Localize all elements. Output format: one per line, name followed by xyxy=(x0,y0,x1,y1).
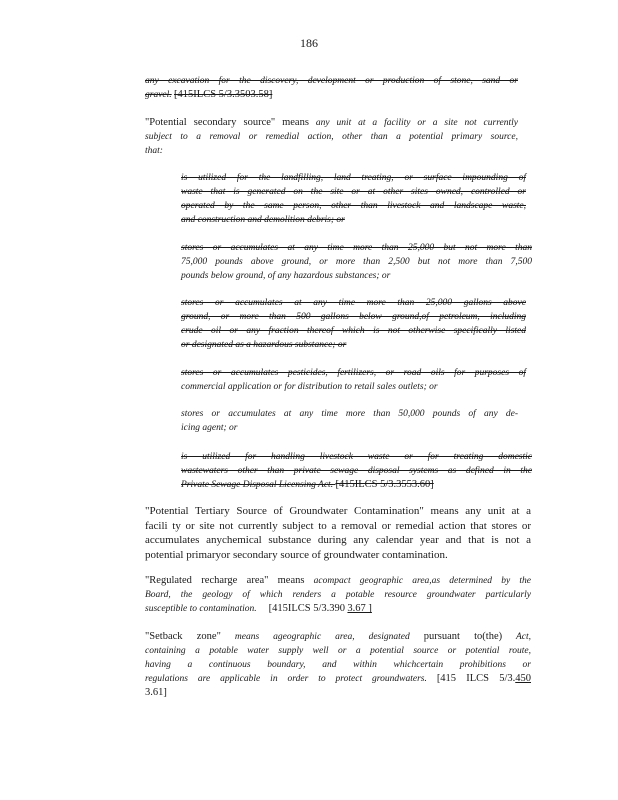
recharge-area-definition xyxy=(145,574,531,616)
tertiary-line-1: "Potential Tertiary Source of Groundwater Contamination" means any unit at a xyxy=(145,505,531,517)
item-b-line-2: 75,000 pounds above ground, or more than 2,500 but not more than 7,500 xyxy=(181,257,532,267)
item-d-line-2: commercial application or for distribution to retail sales outlets; or xyxy=(181,382,438,392)
gravel-citation: [415ILCS 5/3.3503.58] xyxy=(174,89,273,100)
page-number: 186 xyxy=(300,36,318,50)
secondary-line-3: that: xyxy=(145,146,163,156)
recharge-line-3: susceptible to contamination. [415ILCS 5/3.390 3.67 ] xyxy=(145,603,372,614)
item-a-line-4: and construction and demolition debris; or xyxy=(181,215,345,225)
recharge-line-2: Board, the geology of which renders a potable resource groundwater particularly xyxy=(145,590,531,600)
setback-zone-definition xyxy=(145,630,531,700)
setback-citation: [415 ILCS 5/3.450 xyxy=(436,673,531,684)
item-e-line-1: stores or accumulates at any time more than 50,000 pounds of any de- xyxy=(181,409,518,419)
item-c-line-1: stores or accumulates at any time more than 25,000 gallons above xyxy=(181,298,526,308)
setback-line-3: having a continuous boundary, and within whichcertain prohibitions or xyxy=(145,660,531,670)
recharge-term: "Regulated recharge area" xyxy=(145,575,269,586)
tertiary-line-3: accumulates anychemical substance during any calendar year and that is not a xyxy=(145,534,531,546)
secondary-item-livestock xyxy=(181,450,532,492)
item-c-line-3: crude oil or any fraction thereof which is not otherwise specifically listed xyxy=(181,326,526,336)
item-f-line-3: Private Sewage Disposal Licensing Act. [415ILCS 5/3.3553.60] xyxy=(181,479,434,490)
setback-line-4: regulations are applicable in order to protect groundwaters. [415 ILCS 5/3.450 xyxy=(145,673,531,684)
setback-term: "Setback zone" xyxy=(145,631,221,642)
item-f-citation: [415ILCS 5/3.3553.60] xyxy=(335,479,434,490)
secondary-item-deicing xyxy=(181,407,518,435)
item-d-line-1: stores or accumulates pesticides, fertilizers, or road oils for purposes of xyxy=(181,368,526,378)
recharge-line-1: "Regulated recharge area" means acompact geographic area,as determined by the xyxy=(145,575,531,586)
tertiary-source-definition xyxy=(145,504,531,562)
gravel-line-2: gravel. [415ILCS 5/3.3503.58] xyxy=(145,89,273,100)
recharge-citation: [415ILCS 5/3.390 xyxy=(268,603,346,614)
setback-line-2: containing a potable water supply well or a potential source or potential route, xyxy=(145,646,531,656)
item-a-line-3: operated by the same person, other than livestock and landscape waste, xyxy=(181,201,526,211)
secondary-source-definition xyxy=(145,116,518,158)
setback-line-5: 3.61] xyxy=(145,687,167,698)
recharge-citation-struck: 3.67 ] xyxy=(347,603,372,614)
tertiary-line-4: potential primaryor secondary source of groundwater contamination. xyxy=(145,548,448,561)
secondary-line-1: "Potential secondary source" means any unit at a facility or a site not currently xyxy=(145,117,518,128)
setback-line-1: "Setback zone" means ageographic area, designated pursuant to(the) Act, xyxy=(145,631,531,642)
secondary-item-pesticides xyxy=(181,366,526,394)
secondary-line-2: subject to a removal or remedial action, other than a potential primary source, xyxy=(145,132,518,142)
item-c-line-2: ground, or more than 500 gallons below ground,of petroleum, including xyxy=(181,312,526,322)
item-f-line-1: is utilized for handling livestock waste or for treating domestic xyxy=(181,452,532,462)
secondary-item-hazardous xyxy=(181,241,532,283)
item-b-line-1: stores or accumulates at any time more than 25,000 but not more than xyxy=(181,243,532,253)
gravel-line-1: any excavation for the discovery, development or production of stone, sand or xyxy=(145,76,518,86)
item-a-line-1: is utilized for the landfilling, land treating, or surface impounding of xyxy=(181,173,526,183)
item-f-line-2: wastewaters other than private sewage disposal systems as defined in the xyxy=(181,466,532,476)
item-a-line-2: waste that is generated on the site or at other sites owned, controlled or xyxy=(181,187,526,197)
item-e-line-2: icing agent; or xyxy=(181,423,238,433)
item-c-line-4: or designated as a hazardous substance; or xyxy=(181,340,347,350)
secondary-item-landfilling xyxy=(181,171,526,227)
item-b-line-3: pounds below ground, of any hazardous substances; or xyxy=(181,271,391,281)
secondary-item-petroleum xyxy=(181,296,526,352)
tertiary-line-2: facili ty or site not currently subject to a removal or remedial action that stores or xyxy=(145,519,531,532)
secondary-term: "Potential secondary source" xyxy=(145,117,276,128)
gravel-definition-tail xyxy=(145,74,518,102)
